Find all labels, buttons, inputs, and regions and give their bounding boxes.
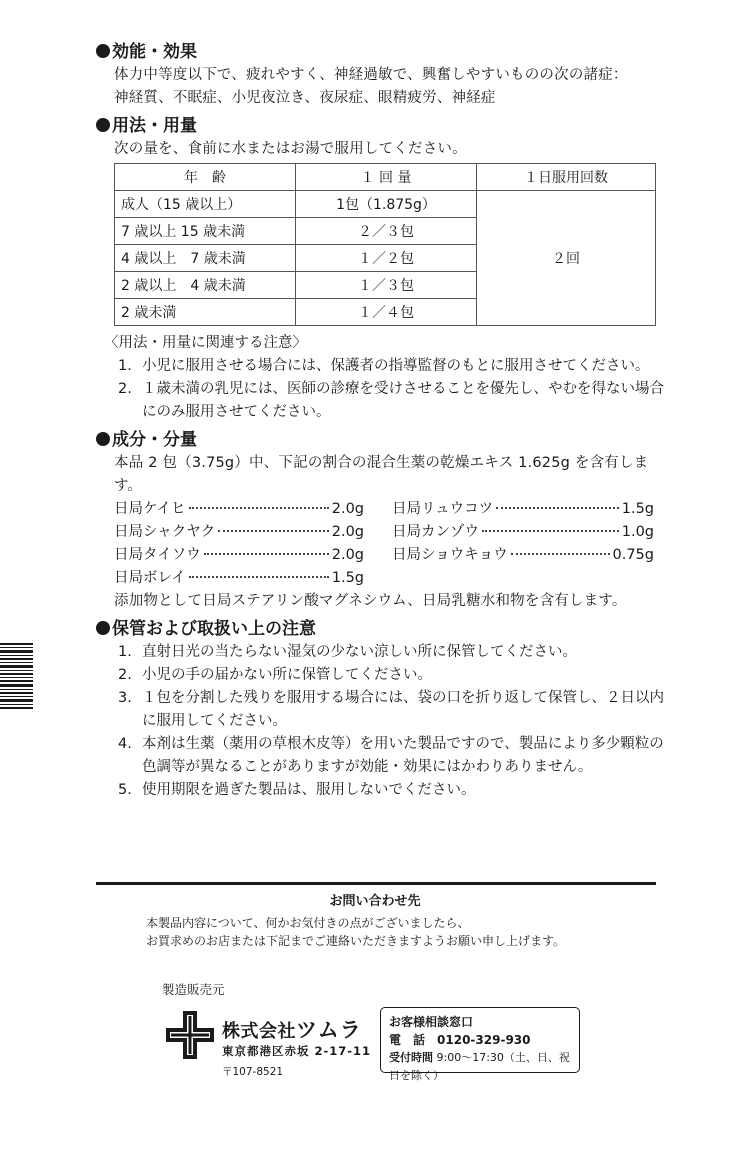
ingredient-item: 日局ショウキョウ 0.75g — [392, 547, 654, 563]
age-cell: 7 歳以上 15 歳未満 — [115, 218, 296, 245]
bullet-icon — [96, 432, 110, 446]
efficacy-line: 体力中等度以下で、疲れやすく、神経過敏で、興奮しやすいものの次の諸症： — [114, 67, 628, 83]
times-cell: ２回 — [477, 191, 656, 326]
age-cell: 4 歳以上 7 歳未満 — [115, 245, 296, 272]
ingredient-item: 日局リュウコツ 1.5g — [392, 501, 654, 517]
ingredient-item: 日局タイソウ 2.0g — [114, 547, 364, 563]
ingredient-item: 日局カンゾウ 1.0g — [392, 524, 654, 540]
list-item: 4. 本剤は生薬（薬用の草根木皮等）を用いた製品ですので、製品により多少顆粒の色調等が異なることがありますが効能・効果にはかわりありません。 — [118, 736, 664, 775]
list-item: 1. 直射日光の当たらない湿気の少ない涼しい所に保管してください。 — [118, 644, 577, 660]
dosage-intro: 次の量を、食前に水またはお湯で服用してください。 — [114, 141, 467, 157]
amount-cell: 1包（1.875g） — [296, 191, 477, 218]
column-header-age: 年 齢 — [115, 164, 296, 191]
ingredients-heading: 成分・分量 — [96, 428, 666, 452]
dosage-table — [114, 163, 656, 326]
dosage-heading: 用法・用量 — [96, 114, 666, 138]
company-zip: 〒107-8521 — [222, 1066, 284, 1078]
ingredient-item: 日局シャクヤク 2.0g — [114, 524, 364, 540]
ingredient-list — [114, 498, 666, 590]
age-cell: 2 歳未満 — [115, 299, 296, 326]
helpdesk-phone: 電 話 0120-329-930 — [389, 1033, 531, 1047]
divider — [96, 882, 656, 885]
list-item: 2. １歳未満の乳児には、医師の診療を受けさせることを優先し、やむを得ない場合にのみ服用させてください。 — [118, 381, 664, 420]
storage-heading: 保管および取扱い上の注意 — [96, 617, 666, 641]
amount-cell: １／２包 — [296, 245, 477, 272]
amount-cell: １／３包 — [296, 272, 477, 299]
additives-text: 添加物として日局ステアリン酸マグネシウム、日局乳糖水和物を含有します。 — [114, 593, 627, 609]
contact-text: 本製品内容について、何かお気付きの点がございましたら、 お買求めのお店または下記までご連絡いただきますようお願い申し上げます。 — [146, 916, 566, 948]
efficacy-heading: 効能・効果 — [96, 40, 666, 64]
ingredient-item: 日局ボレイ 1.5g — [114, 570, 364, 586]
age-cell: 成人（15 歳以上） — [115, 191, 296, 218]
helpdesk-hours: 受付時間 9:00〜17:30（土、日、祝日を除く） — [389, 1051, 570, 1082]
list-item: 3. １包を分割した残りを服用する場合には、袋の口を折り返して保管し、２日以内に服用してください。 — [118, 690, 664, 729]
company-address: 東京都港区赤坂 2-17-11 — [222, 1044, 372, 1058]
dosage-note-heading: 〈用法・用量に関連する注意〉 — [104, 335, 307, 351]
list-item: 1. 小児に服用させる場合には、保護者の指導監督のもとに服用させてください。 — [118, 358, 650, 374]
amount-cell: １／４包 — [296, 299, 477, 326]
company-name: 株式会社ツムラ — [222, 1018, 362, 1042]
tsumura-logo-icon — [166, 1011, 214, 1059]
contact-heading: お問い合わせ先 — [329, 894, 421, 909]
amount-cell: ２／３包 — [296, 218, 477, 245]
bullet-icon — [96, 621, 110, 635]
ingredient-item: 日局ケイヒ 2.0g — [114, 501, 364, 517]
bullet-icon — [96, 44, 110, 58]
table-header-row — [115, 164, 656, 191]
barcode-icon — [0, 643, 33, 711]
table-row — [115, 191, 656, 218]
helpdesk-box — [380, 1007, 580, 1082]
ingredients-intro: 本品 2 包（3.75g）中、下記の割合の混合生薬の乾燥エキス 1.625g を含有します。 — [114, 455, 649, 494]
age-cell: 2 歳以上 4 歳未満 — [115, 272, 296, 299]
column-header-amount: １ 回 量 — [296, 164, 477, 191]
helpdesk-title: お客様相談窓口 — [389, 1015, 474, 1029]
document-body — [96, 40, 666, 802]
maker-label: 製造販売元 — [162, 982, 225, 997]
list-item: 2. 小児の手の届かない所に保管してください。 — [118, 667, 432, 683]
efficacy-line: 神経質、不眠症、小児夜泣き、夜尿症、眼精疲労、神経症 — [114, 90, 496, 106]
column-header-times: １日服用回数 — [477, 164, 656, 191]
list-item: 5. 使用期限を過ぎた製品は、服用しないでください。 — [118, 782, 476, 798]
bullet-icon — [96, 118, 110, 132]
